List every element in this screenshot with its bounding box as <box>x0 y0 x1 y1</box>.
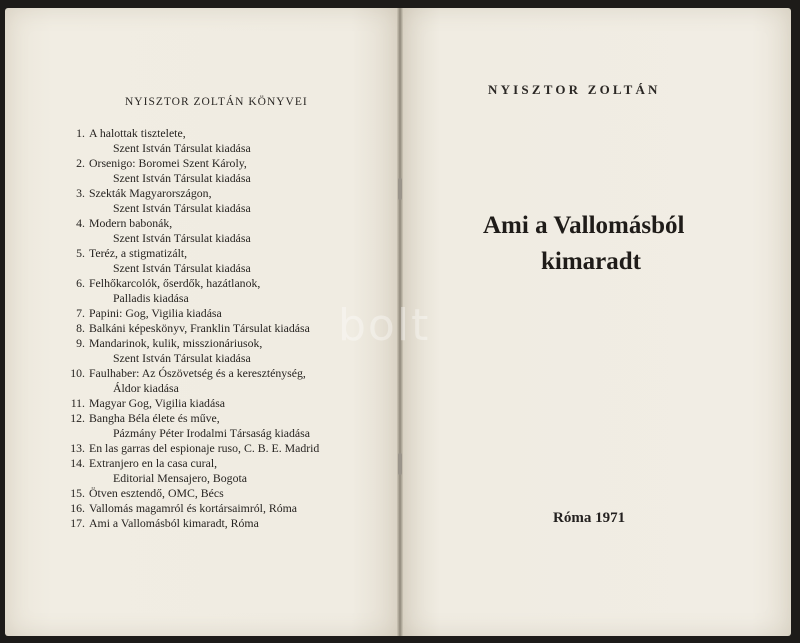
book-publisher: Palladis kiadása <box>113 291 189 305</box>
book-title: Extranjero en la casa cural, <box>89 456 218 470</box>
list-item <box>63 486 393 501</box>
book-publisher: Áldor kiadása <box>113 381 179 395</box>
book-title: En las garras del espionaje ruso, C. B. E. Madrid <box>89 441 320 455</box>
book-number: 13. <box>70 441 85 455</box>
book-title: A halottak tisztelete, <box>89 126 186 140</box>
book-title: Papini: Gog, Vigilia kiadása <box>89 306 222 320</box>
book-publisher: Pázmány Péter Irodalmi Társaság kiadása <box>113 426 310 440</box>
book-number: 10. <box>70 366 85 380</box>
list-item <box>63 516 393 531</box>
book-number: 16. <box>70 501 85 515</box>
book-title: Mandarinok, kulik, misszionáriusok, <box>89 336 263 350</box>
book-number: 4. <box>76 216 85 230</box>
book-publisher: Szent István Társulat kiadása <box>113 201 251 215</box>
book-title: Magyar Gog, Vigilia kiadása <box>89 396 226 410</box>
books-heading: NYISZTOR ZOLTÁN KÖNYVEI <box>125 96 308 108</box>
book-title: Teréz, a stigmatizált, <box>89 246 188 260</box>
book-publisher: Szent István Társulat kiadása <box>113 261 251 275</box>
book-number: 3. <box>76 186 85 200</box>
book-number: 5. <box>76 246 85 260</box>
book-publisher: Szent István Társulat kiadása <box>113 141 251 155</box>
book-number: 14. <box>70 456 85 470</box>
book-title: Ötven esztendő, OMC, Bécs <box>89 486 224 500</box>
list-item <box>63 366 393 396</box>
book-number: 9. <box>76 336 85 350</box>
book-number: 1. <box>76 126 85 140</box>
staple <box>398 178 402 200</box>
book-publisher: Szent István Társulat kiadása <box>113 351 251 365</box>
book-number: 17. <box>70 516 85 530</box>
book-title: Modern babonák, <box>89 216 173 230</box>
list-item <box>63 156 393 186</box>
imprint-place-year: Róma 1971 <box>553 510 626 526</box>
book-title: Ami a Vallomásból kimaradt, Róma <box>89 516 259 530</box>
book-title: Vallomás magamról és kortársaimról, Róma <box>89 501 298 515</box>
book-publisher: Szent István Társulat kiadása <box>113 171 251 185</box>
book-title: Felhőkarcolók, őserdők, hazátlanok, <box>89 276 261 290</box>
book-number: 6. <box>76 276 85 290</box>
book-number: 11. <box>70 396 85 410</box>
book-title: Orsenigo: Boromei Szent Károly, <box>89 156 247 170</box>
title-line-1: Ami a Vallomásból <box>483 212 685 239</box>
book-publisher: Szent István Társulat kiadása <box>113 231 251 245</box>
title-line-2: kimaradt <box>541 248 641 275</box>
list-item <box>63 396 393 411</box>
list-item <box>63 456 393 486</box>
list-item <box>63 246 393 276</box>
book-title: Faulhaber: Az Ószövetség és a kereszténység, <box>89 366 306 380</box>
staple <box>398 453 402 475</box>
list-item <box>63 126 393 156</box>
list-item <box>63 441 393 456</box>
list-item <box>63 216 393 246</box>
list-item <box>63 501 393 516</box>
book-title: Bangha Béla élete és műve, <box>89 411 220 425</box>
list-item <box>63 186 393 216</box>
watermark: bolt <box>338 300 431 351</box>
book-number: 2. <box>76 156 85 170</box>
book-title: Balkáni képeskönyv, Franklin Társulat kiadása <box>89 321 310 335</box>
book-number: 15. <box>70 486 85 500</box>
book-number: 8. <box>76 321 85 335</box>
book-number: 7. <box>76 306 85 320</box>
list-item <box>63 411 393 441</box>
book-publisher: Editorial Mensajero, Bogota <box>113 471 247 485</box>
author-name: NYISZTOR ZOLTÁN <box>488 82 661 97</box>
book-number: 12. <box>70 411 85 425</box>
book-title: Szekták Magyarországon, <box>89 186 212 200</box>
right-page <box>401 8 791 636</box>
